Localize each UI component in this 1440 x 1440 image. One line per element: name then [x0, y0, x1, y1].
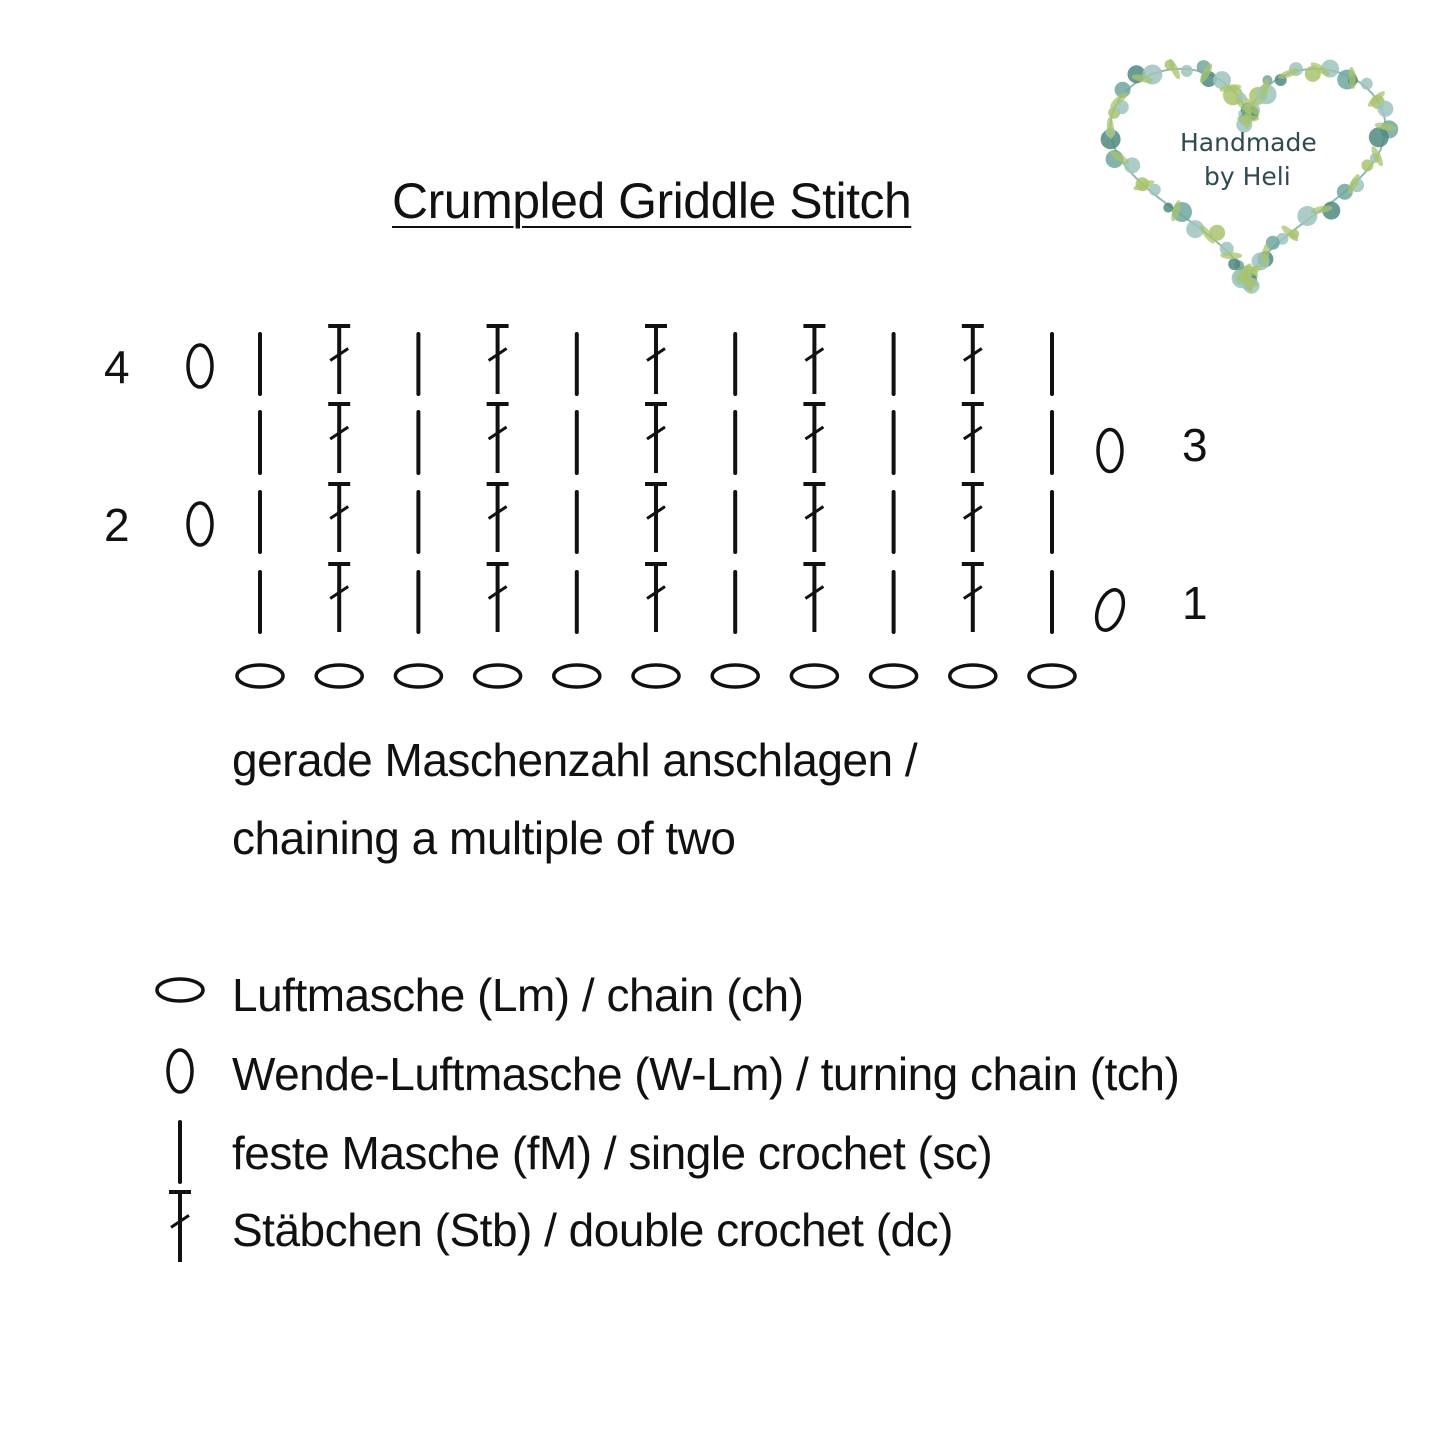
legend-symbols: [157, 979, 203, 1262]
dc-stitch: [328, 326, 350, 394]
legend-text-chain: Luftmasche (Lm) / chain (ch): [232, 969, 804, 1021]
dc-stitch: [328, 404, 350, 473]
dc-stitch: [803, 484, 825, 552]
turning-chain-icon: [168, 1050, 192, 1092]
turning-chain: [188, 345, 212, 387]
dc-stitch: [487, 564, 509, 632]
chart-row-4: [188, 326, 1052, 394]
logo-text-line2: by Heli: [1204, 162, 1291, 191]
chain-stitch: [475, 665, 521, 687]
chain-stitch: [633, 665, 679, 687]
turning-chain: [1092, 586, 1129, 634]
dc-stitch: [803, 404, 825, 473]
row-number-3: 3: [1182, 419, 1208, 471]
dc-stitch: [803, 326, 825, 394]
chain-stitch: [1029, 665, 1075, 687]
dc-stitch: [328, 564, 350, 632]
logo-text-line1: Handmade: [1180, 128, 1317, 157]
turning-chain: [188, 503, 212, 545]
row-number-1: 1: [1182, 577, 1208, 629]
row-number-2: 2: [104, 499, 130, 551]
dc-stitch: [962, 564, 984, 632]
chain-stitch: [237, 665, 283, 687]
foundation-chain-row: [237, 665, 1075, 687]
dc-stitch: [645, 326, 667, 394]
dc-stitch: [645, 484, 667, 552]
chain-stitch: [791, 665, 837, 687]
chain-stitch: [316, 665, 362, 687]
page-title: Crumpled Griddle Stitch: [392, 173, 912, 229]
legend-text-double-crochet: Stäbchen (Stb) / double crochet (dc): [232, 1204, 953, 1256]
chart-row-3: [260, 404, 1122, 473]
dc-stitch: [487, 404, 509, 473]
dc-stitch: [487, 326, 509, 394]
chart-row-2: [188, 484, 1052, 552]
dc-stitch: [328, 484, 350, 552]
legend-text-single-crochet: feste Masche (fM) / single crochet (sc): [232, 1127, 993, 1179]
chain-stitch: [554, 665, 600, 687]
dc-stitch: [962, 326, 984, 394]
chain-stitch: [871, 665, 917, 687]
legend-text-turning-chain: Wende-Luftmasche (W-Lm) / turning chain (tch): [232, 1048, 1180, 1100]
chain-stitch: [950, 665, 996, 687]
turning-chain: [1098, 430, 1122, 472]
chain-stitch: [712, 665, 758, 687]
cast-on-text-de: gerade Maschenzahl anschlagen /: [232, 734, 918, 786]
chain-stitch: [395, 665, 441, 687]
dc-stitch: [962, 404, 984, 473]
dc-stitch: [962, 484, 984, 552]
chain-icon: [157, 979, 203, 1001]
dc-stitch: [645, 564, 667, 632]
cast-on-text-en: chaining a multiple of two: [232, 812, 736, 864]
dc-stitch: [645, 404, 667, 473]
chart-row-1: [260, 564, 1128, 634]
double-crochet-icon: [169, 1192, 191, 1262]
row-number-4: 4: [104, 341, 130, 393]
dc-stitch: [487, 484, 509, 552]
dc-stitch: [803, 564, 825, 632]
